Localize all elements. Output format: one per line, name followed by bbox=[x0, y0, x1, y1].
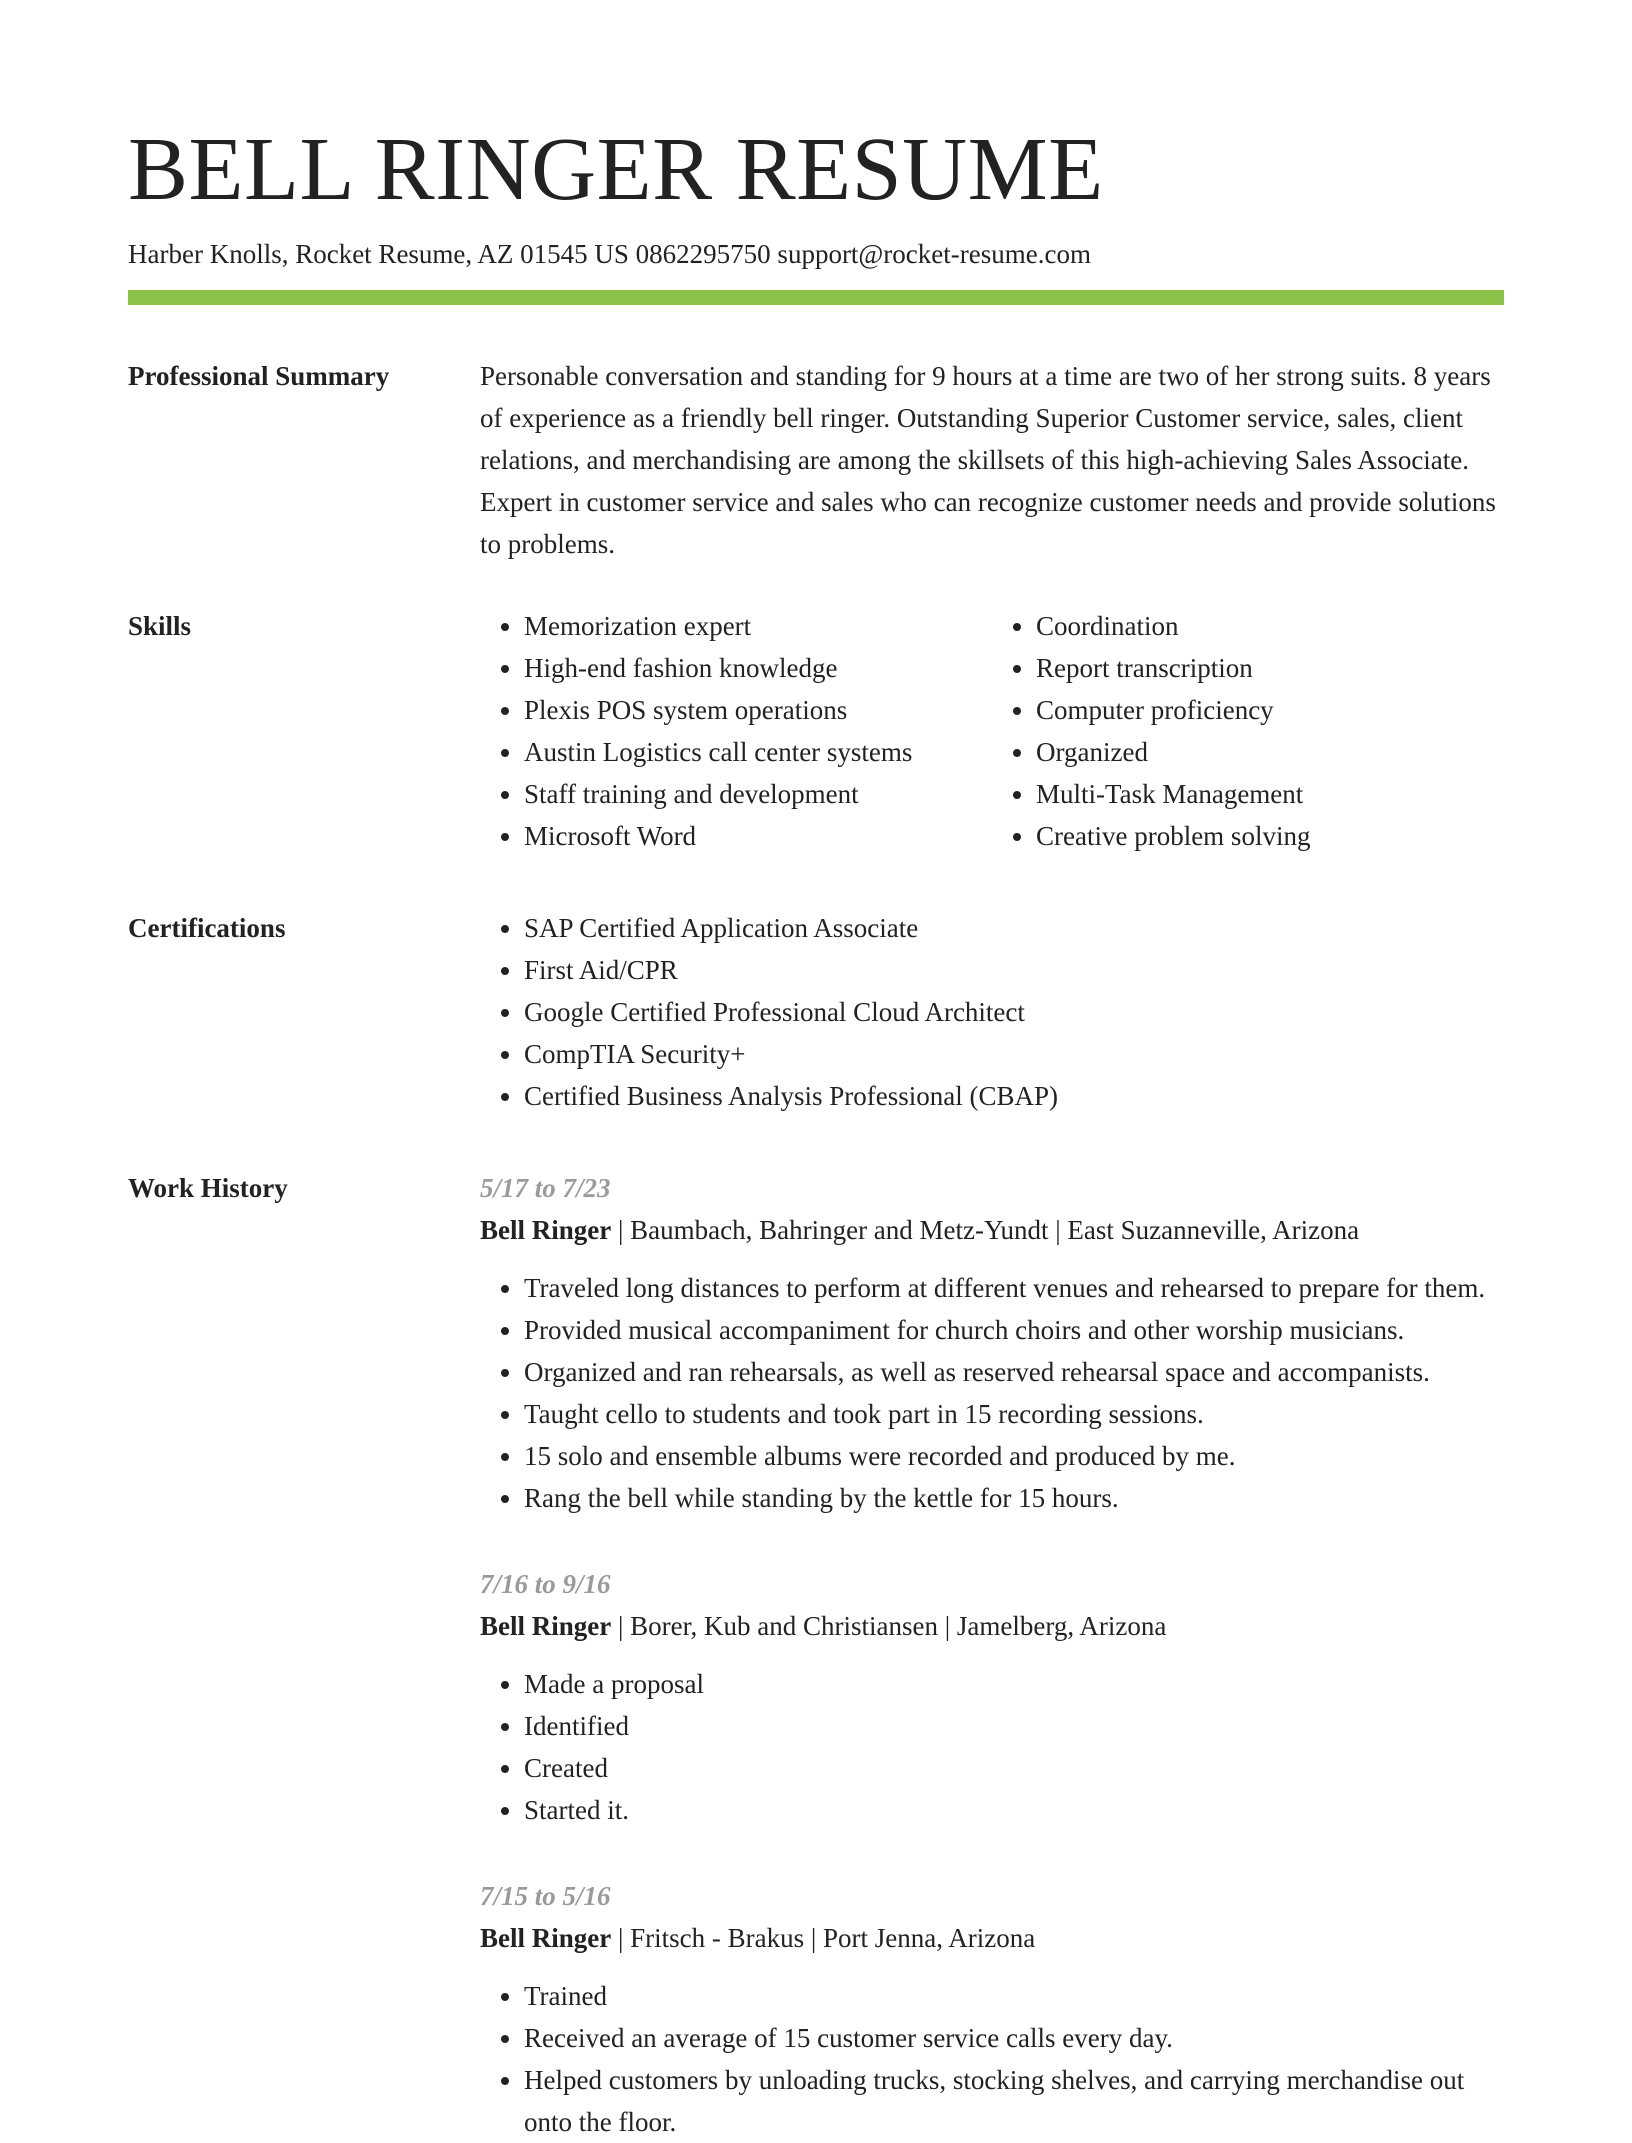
job-bullet: • Traveled long distances to perform at different venues and rehearsed to prepare for them. bbox=[524, 1267, 1504, 1309]
resume-title: BELL RINGER RESUME bbox=[128, 120, 1104, 219]
skills-list-left bbox=[480, 605, 992, 857]
job-bullets bbox=[480, 1267, 1504, 1519]
skill-item: • Organized bbox=[1036, 731, 1504, 773]
skill-item: • Memorization expert bbox=[524, 605, 992, 647]
job-role: Bell Ringer bbox=[480, 1215, 612, 1245]
summary-text: Personable conversation and standing for 9 hours at a time are two of her strong suits. 8 years of experience as a friendly bell ringer. Outstanding Superior Customer service, sales, client relations, and merchandising are among the skillsets of this high-achieving Sales Associate. Expert in customer service and sales who can recognize customer needs and provide solutions to problems. bbox=[480, 361, 1496, 559]
job-entry bbox=[480, 1875, 1504, 2143]
job-bullet: • Provided musical accompaniment for church choirs and other worship musicians. bbox=[524, 1309, 1504, 1351]
job-bullets bbox=[480, 1975, 1504, 2143]
header-divider bbox=[128, 290, 1504, 305]
job-bullet: • 15 solo and ensemble albums were recorded and produced by me. bbox=[524, 1435, 1504, 1477]
certification-item: • CompTIA Security+ bbox=[524, 1033, 1504, 1075]
job-bullet: • Started it. bbox=[524, 1789, 1504, 1831]
certifications-section bbox=[128, 907, 1504, 1117]
job-title-line bbox=[480, 1917, 1504, 1959]
job-dates: 5/17 to 7/23 bbox=[480, 1173, 611, 1203]
skill-item: • Plexis POS system operations bbox=[524, 689, 992, 731]
job-dates: 7/15 to 5/16 bbox=[480, 1881, 611, 1911]
skill-item: • Microsoft Word bbox=[524, 815, 992, 857]
certification-item: • SAP Certified Application Associate bbox=[524, 907, 1504, 949]
skills-list-right bbox=[992, 605, 1504, 857]
skill-item: • Multi-Task Management bbox=[1036, 773, 1504, 815]
job-title-line bbox=[480, 1209, 1504, 1251]
job-bullet: • Made a proposal bbox=[524, 1663, 1504, 1705]
job-bullet: • Organized and ran rehearsals, as well as reserved rehearsal space and accompanists. bbox=[524, 1351, 1504, 1393]
job-entry bbox=[480, 1167, 1504, 1519]
section-label-skills: Skills bbox=[128, 611, 192, 641]
skill-item: • Austin Logistics call center systems bbox=[524, 731, 992, 773]
job-role: Bell Ringer bbox=[480, 1611, 612, 1641]
skills-columns bbox=[480, 605, 1504, 857]
job-dates: 7/16 to 9/16 bbox=[480, 1569, 611, 1599]
certification-item: • First Aid/CPR bbox=[524, 949, 1504, 991]
section-label-work-history: Work History bbox=[128, 1173, 288, 1203]
contact-line: Harber Knolls, Rocket Resume, AZ 01545 US 0862295750 support@rocket-resume.com bbox=[128, 239, 1091, 269]
skills-section bbox=[128, 605, 1504, 857]
job-bullet: • Taught cello to students and took part in 15 recording sessions. bbox=[524, 1393, 1504, 1435]
section-label-certifications: Certifications bbox=[128, 913, 286, 943]
job-details: | Borer, Kub and Christiansen | Jamelberg, Arizona bbox=[611, 1611, 1167, 1641]
job-bullet: • Rang the bell while standing by the kettle for 15 hours. bbox=[524, 1477, 1504, 1519]
job-bullet: • Created bbox=[524, 1747, 1504, 1789]
summary-section bbox=[128, 355, 1504, 565]
certification-item: • Certified Business Analysis Professional (CBAP) bbox=[524, 1075, 1504, 1117]
work-history-section bbox=[128, 1167, 1504, 2143]
job-details: | Baumbach, Bahringer and Metz-Yundt | East Suzanneville, Arizona bbox=[611, 1215, 1360, 1245]
skill-item: • High-end fashion knowledge bbox=[524, 647, 992, 689]
job-bullets bbox=[480, 1663, 1504, 1831]
job-role: Bell Ringer bbox=[480, 1923, 612, 1953]
resume-page bbox=[128, 120, 1504, 2143]
job-title-line bbox=[480, 1605, 1504, 1647]
skill-item: • Coordination bbox=[1036, 605, 1504, 647]
job-details: | Fritsch - Brakus | Port Jenna, Arizona bbox=[611, 1923, 1036, 1953]
skill-item: • Creative problem solving bbox=[1036, 815, 1504, 857]
certifications-list bbox=[480, 907, 1504, 1117]
job-bullet: • Trained bbox=[524, 1975, 1504, 2017]
job-bullet: • Identified bbox=[524, 1705, 1504, 1747]
job-bullet: • Helped customers by unloading trucks, stocking shelves, and carrying merchandise out onto the floor. bbox=[524, 2059, 1504, 2143]
skill-item: • Computer proficiency bbox=[1036, 689, 1504, 731]
job-bullet: • Received an average of 15 customer service calls every day. bbox=[524, 2017, 1504, 2059]
skill-item: • Report transcription bbox=[1036, 647, 1504, 689]
certification-item: • Google Certified Professional Cloud Architect bbox=[524, 991, 1504, 1033]
skill-item: • Staff training and development bbox=[524, 773, 992, 815]
section-label-summary: Professional Summary bbox=[128, 361, 390, 391]
job-entry bbox=[480, 1563, 1504, 1831]
